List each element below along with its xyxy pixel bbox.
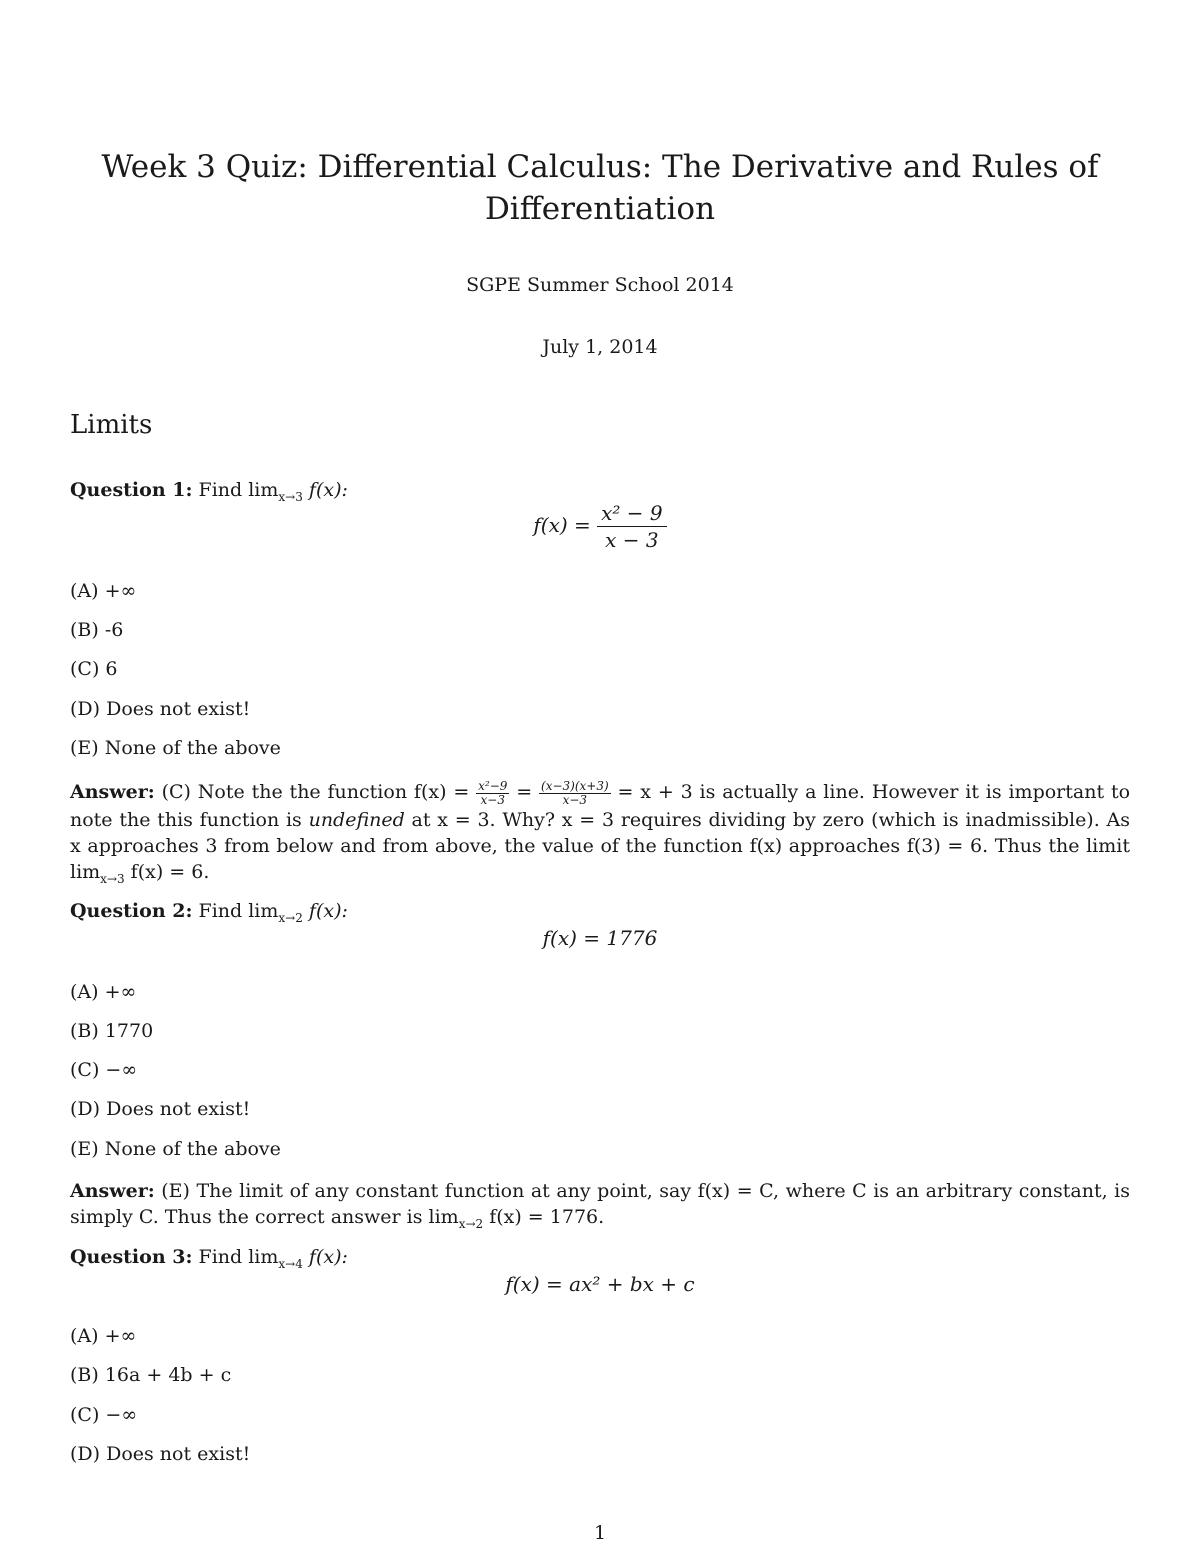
question-label: Question 3: <box>70 1246 193 1268</box>
answer-fraction <box>476 780 509 807</box>
fraction-numerator: (x−3)(x+3) <box>541 778 609 793</box>
answer-fraction <box>539 780 611 807</box>
question-3-formula: f(x) = ax² + bx + c <box>505 1272 695 1296</box>
fraction-numerator: x² − 9 <box>597 500 667 527</box>
page-number: 1 <box>593 1522 607 1544</box>
option: (A) +∞ <box>70 981 137 1003</box>
answer-text: = x + 3 is actually a line. However it is important to note the this function is <box>70 781 1131 831</box>
question-prompt: Find lim <box>198 1246 279 1268</box>
answer-2 <box>70 1178 1130 1237</box>
option: (B) 1770 <box>70 1020 154 1042</box>
section-heading-limits: Limits <box>70 410 153 440</box>
option: (D) Does not exist! <box>70 1443 251 1465</box>
answer-text: (E) The limit of any constant function at any point, say f(x) = C, where C is an arbitrary constant, is simply C. Thus the correct answer is lim <box>70 1180 1130 1228</box>
fraction-denominator: x−3 <box>562 792 588 807</box>
question-1-formula <box>0 500 1200 553</box>
option: (B) -6 <box>70 619 124 641</box>
formula-fraction <box>597 500 667 553</box>
option: (A) +∞ <box>70 580 137 602</box>
option: (E) None of the above <box>70 1138 281 1160</box>
fraction-numerator: x²−9 <box>478 778 508 793</box>
limit-subscript: x→3 <box>100 871 125 886</box>
answer-emphasis: undefined <box>308 808 405 831</box>
limit-subscript: x→4 <box>278 1256 303 1271</box>
option: (B) 16a + 4b + c <box>70 1364 232 1386</box>
date: July 1, 2014 <box>542 336 658 358</box>
question-prompt: Find lim <box>198 479 279 501</box>
answer-text: at x = 3. Why? x = 3 requires dividing by zero (which is inadmissible). As x approaches 3 from below and from above, the value of the function f(x) approaches f(3) = 6. Thus the limit lim <box>70 808 1130 883</box>
option: (E) None of the above <box>70 737 281 759</box>
option: (C) 6 <box>70 658 118 680</box>
answer-text: f(x) = 6. <box>124 860 210 883</box>
answer-label: Answer: <box>70 781 155 803</box>
option: (C) −∞ <box>70 1059 138 1081</box>
option: (D) Does not exist! <box>70 698 251 720</box>
question-2-formula: f(x) = 1776 <box>542 926 658 950</box>
fraction-denominator: x−3 <box>480 792 505 807</box>
question-prompt-suffix: f(x): <box>302 900 348 922</box>
option: (D) Does not exist! <box>70 1098 251 1120</box>
question-label: Question 2: <box>70 900 193 922</box>
question-label: Question 1: <box>70 479 193 501</box>
answer-label: Answer: <box>70 1180 155 1202</box>
answer-text: (C) Note the the function f(x) = <box>161 781 477 803</box>
limit-subscript: x→3 <box>278 489 303 504</box>
question-prompt-suffix: f(x): <box>302 1246 348 1268</box>
question-prompt-suffix: f(x): <box>302 479 348 501</box>
answer-text: f(x) = 1776. <box>483 1206 605 1228</box>
limit-subscript: x→2 <box>278 910 303 925</box>
option: (C) −∞ <box>70 1404 138 1426</box>
limit-subscript: x→2 <box>458 1216 484 1231</box>
question-3 <box>70 1246 348 1271</box>
answer-1 <box>70 779 1130 891</box>
organization: SGPE Summer School 2014 <box>466 274 734 296</box>
question-prompt: Find lim <box>198 900 279 922</box>
option: (A) +∞ <box>70 1325 137 1347</box>
formula-lhs: f(x) = <box>533 513 598 537</box>
document-title: Week 3 Quiz: Differential Calculus: The Derivative and Rules of Differentiation <box>101 149 1099 227</box>
question-2 <box>70 900 348 925</box>
answer-text: = <box>509 781 540 803</box>
fraction-denominator: x − 3 <box>605 528 659 552</box>
